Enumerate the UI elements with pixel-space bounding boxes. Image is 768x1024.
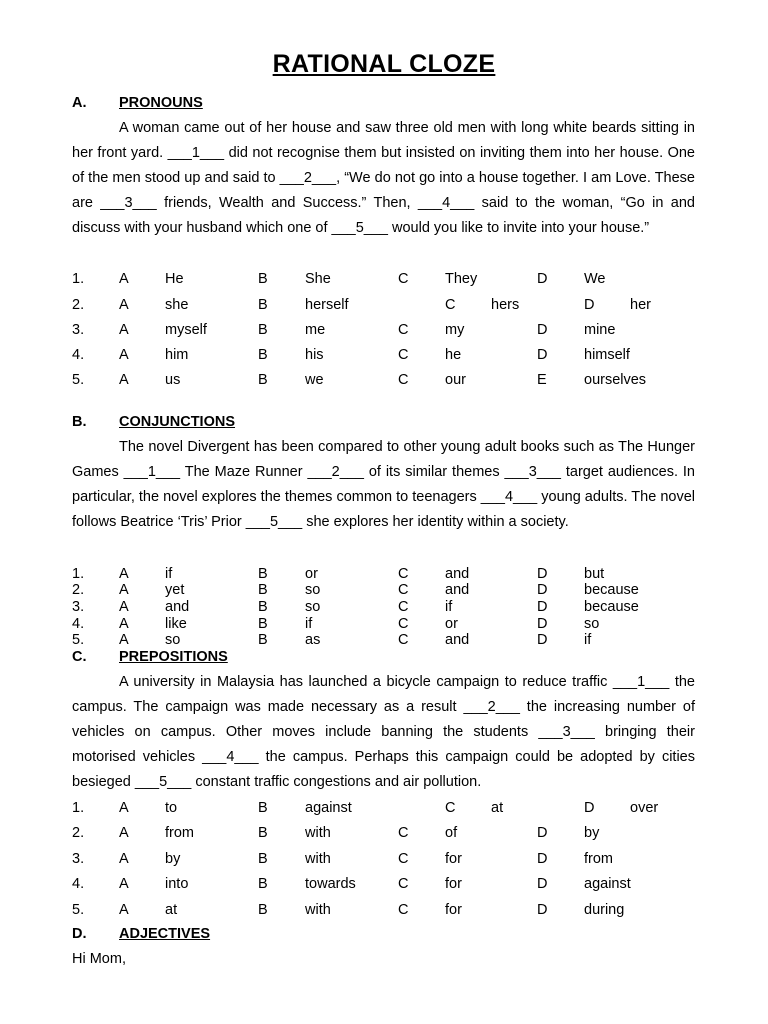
section-a-heading: [72, 95, 203, 111]
section-name: CONJUNCTIONS: [119, 414, 236, 430]
question-row: 3. A and B so C if D because: [72, 599, 639, 615]
question-row: 2. A from B with C of D by: [72, 825, 600, 841]
section-letter: D.: [72, 926, 87, 942]
section-name: PREPOSITIONS: [119, 649, 228, 665]
question-row: 3. A by B with C for D from: [72, 851, 613, 867]
page-title: RATIONAL CLOZE: [272, 50, 496, 78]
question-row: 1. A He B She C They D We: [72, 271, 606, 287]
section-c-passage: A university in Malaysia has launched a bicycle campaign to reduce traffic ___1___ the campus. The campaign was made necessary as a result ___2___ the increasing number of vehicles on campus. Other moves include banning the students ___3___ bringing their motorised vehicles ___4___ the campus. Perhaps this campaign could be adopted by cities besieged ___5___ constant traffic congestions and air pollution.: [72, 674, 695, 790]
section-letter: C.: [72, 649, 87, 665]
question-row: 4. A him B his C he D himself: [72, 347, 630, 363]
section-letter: A.: [72, 95, 87, 111]
question-row: 2. A yet B so C and D because: [72, 582, 639, 598]
question-row: 5. A us B we C our E ourselves: [72, 372, 647, 388]
section-b-passage: The novel Divergent has been compared to other young adult books such as The Hunger Games ___1___ The Maze Runner ___2___ of its similar themes ___3___ target audiences. In particular, the novel explores the themes common to teenagers ___4___ young adults. The novel follows Beatrice ‘Tris’ Prior ___5___ she explores her identity within a society.: [72, 439, 695, 530]
question-row: 4. A like B if C or D so: [72, 616, 600, 632]
section-name: ADJECTIVES: [119, 926, 211, 942]
section-c-heading: [72, 649, 228, 665]
question-row: 3. A myself B me C my D mine: [72, 322, 616, 338]
section-letter: B.: [72, 414, 87, 430]
letter-greeting: Hi Mom,: [72, 951, 126, 967]
question-row: 1. A to B against C at D over: [72, 800, 659, 816]
question-row: 1. A if B or C and D but: [72, 566, 605, 582]
section-name: PRONOUNS: [119, 95, 203, 111]
question-row: 4. A into B towards C for D against: [72, 876, 631, 892]
question-row: 2. A she B herself C hers D her: [72, 297, 651, 313]
section-d-heading: [72, 926, 210, 942]
question-row: 5. A at B with C for D during: [72, 902, 625, 918]
question-row: 5. A so B as C and D if: [72, 632, 592, 648]
section-b-heading: [72, 414, 235, 430]
section-a-passage: A woman came out of her house and saw three old men with long white beards sitting in her front yard. ___1___ did not recognise them but insisted on inviting them into her house. One of the men stood up and said to ___2___, “We do not go into a house together. I am Love. These are ___3___ friends, Wealth and Success.” Then, ___4___ said to the woman, “Go in and discuss with your husband which one of ___5___ would you like to invite into your house.”: [72, 120, 695, 236]
